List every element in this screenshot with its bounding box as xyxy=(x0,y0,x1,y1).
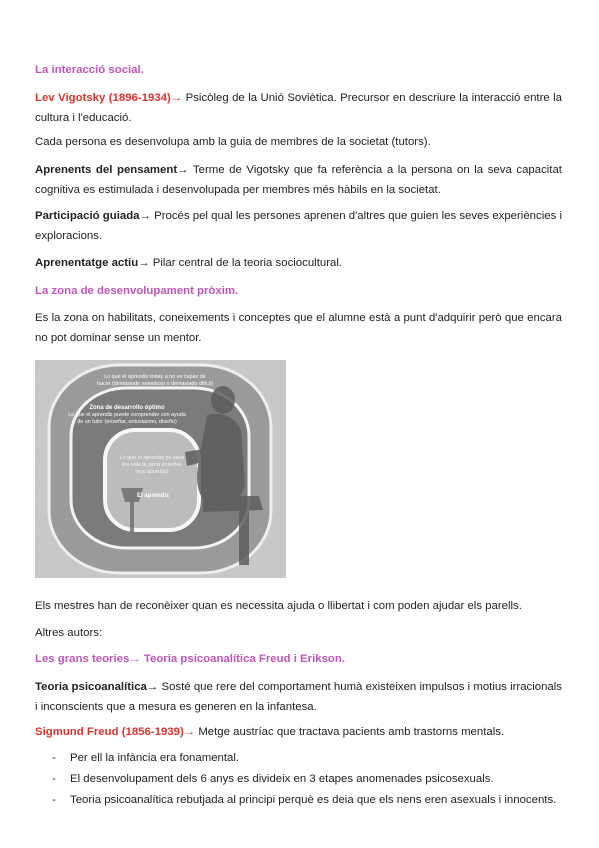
vigotsky-description: Psicòleg de la Unió Soviètica. Precursor en descriure la interacció entre la cultura i l'educació. xyxy=(35,92,562,124)
arrow-icon: → xyxy=(183,726,196,738)
outer-zone-label-1: Lo que el aprendiz today a no es capaz de xyxy=(104,374,206,380)
tutors-paragraph: Cada persona es desenvolupa amb la guia de membres de la societat (tutors). xyxy=(35,136,431,148)
mestres-paragraph: Els mestres han de reconèixer quan es necessita ajuda o llibertat i com poden ajudar els parells. xyxy=(35,600,522,612)
bullet-dash: - xyxy=(52,752,56,764)
list-item-text: Per ell la infància era fonamental. xyxy=(70,752,240,764)
freud-description: Metge austríac que tractava pacients amb trastorns mentals. xyxy=(195,726,505,738)
list-item xyxy=(52,790,562,811)
freud-paragraph xyxy=(35,722,562,742)
bullet-dash: - xyxy=(52,794,56,806)
freud-bullet-list xyxy=(52,748,562,811)
learner-label: El aprendiz xyxy=(136,493,170,499)
optimal-zone-label-1: Lo que el aprendiz puede comprender con ayuda xyxy=(68,412,186,418)
arrow-icon: → xyxy=(146,681,159,693)
arrow-icon: → xyxy=(177,164,189,176)
optimal-zone-label-2: de un tutor (enseñar, entusiasmo, diseño) xyxy=(77,419,177,425)
aprenents-description: Terme de Vigotsky que fa referència a la persona on la seva capacitat cognitiva es estimulada i desenvolupada per membres més hàbils en la societat. xyxy=(35,164,562,196)
section-title-interaccio-social: La interacció social. xyxy=(35,64,144,76)
aprenents-term: Aprenents del pensament xyxy=(35,164,178,176)
arrow-icon: → xyxy=(129,653,141,665)
optimal-zone-title: Zona de desarrollo óptimo xyxy=(89,405,165,411)
teoria-term: Teoria psicoanalítica xyxy=(35,681,147,693)
participacio-paragraph xyxy=(35,206,562,246)
known-zone xyxy=(105,430,199,530)
arrow-icon: → xyxy=(139,210,151,222)
section-title-zona: La zona de desenvolupament pròxim. xyxy=(35,285,239,297)
teoria-psicoanalitica-paragraph xyxy=(35,677,562,717)
teoria-freud-erikson-label: Teoria psicoanalítica Freud i Erikson. xyxy=(140,653,345,665)
known-zone-label-1: Lo que el aprendiz ya sabe xyxy=(119,455,185,461)
zpd-diagram xyxy=(35,360,286,578)
list-item xyxy=(52,748,562,769)
arrow-icon: → xyxy=(170,92,183,104)
teoria-description: Sosté que rere del comportament humà existeixen impulsos i motius irracionals i inconscients que a mesura es generen en la infantesa. xyxy=(35,681,562,713)
aprenentatge-term: Aprenentatge actiu xyxy=(35,257,139,269)
arrow-icon: → xyxy=(138,257,150,269)
participacio-term: Participació guiada xyxy=(35,210,140,222)
aprenentatge-description: Pilar central de la teoria sociocultural. xyxy=(149,257,343,269)
aprenents-paragraph xyxy=(35,160,562,200)
known-zone-label-3: muy aburrido) xyxy=(135,469,169,475)
list-item xyxy=(52,769,562,790)
outer-zone-label-2: hacer (demasiado novedoso o demasiado difícil) xyxy=(97,381,213,387)
list-item-text: El desenvolupament dels 6 anys es divideix en 3 etapes anomenades psicosexuals. xyxy=(70,773,494,785)
grans-teories-label: Les grans teories xyxy=(35,653,130,665)
known-zone-label-2: (no vale la pena enseñar, xyxy=(121,462,183,468)
vigotsky-name: Lev Vigotsky (1896-1934) xyxy=(35,92,171,104)
aprenentatge-paragraph xyxy=(35,253,562,273)
zona-paragraph: Es la zona on habilitats, coneixements i conceptes que el alumne està a punt d'adquirir però que encara no pot dominar sense un mentor. xyxy=(35,312,562,344)
section-title-grans-teories xyxy=(35,649,562,669)
vigotsky-paragraph xyxy=(35,88,562,128)
altres-autors-text: Altres autors: xyxy=(35,627,103,639)
participacio-description: Procés pel qual les persones aprenen d'altres que guien les seves experiències i exploracions. xyxy=(35,210,562,242)
freud-name: Sigmund Freud (1856-1939) xyxy=(35,726,184,738)
bullet-dash: - xyxy=(52,773,56,785)
list-item-text: Teoria psicoanalítica rebutjada al principi perquè es deia que els nens eren asexuals i innocents. xyxy=(70,794,557,806)
